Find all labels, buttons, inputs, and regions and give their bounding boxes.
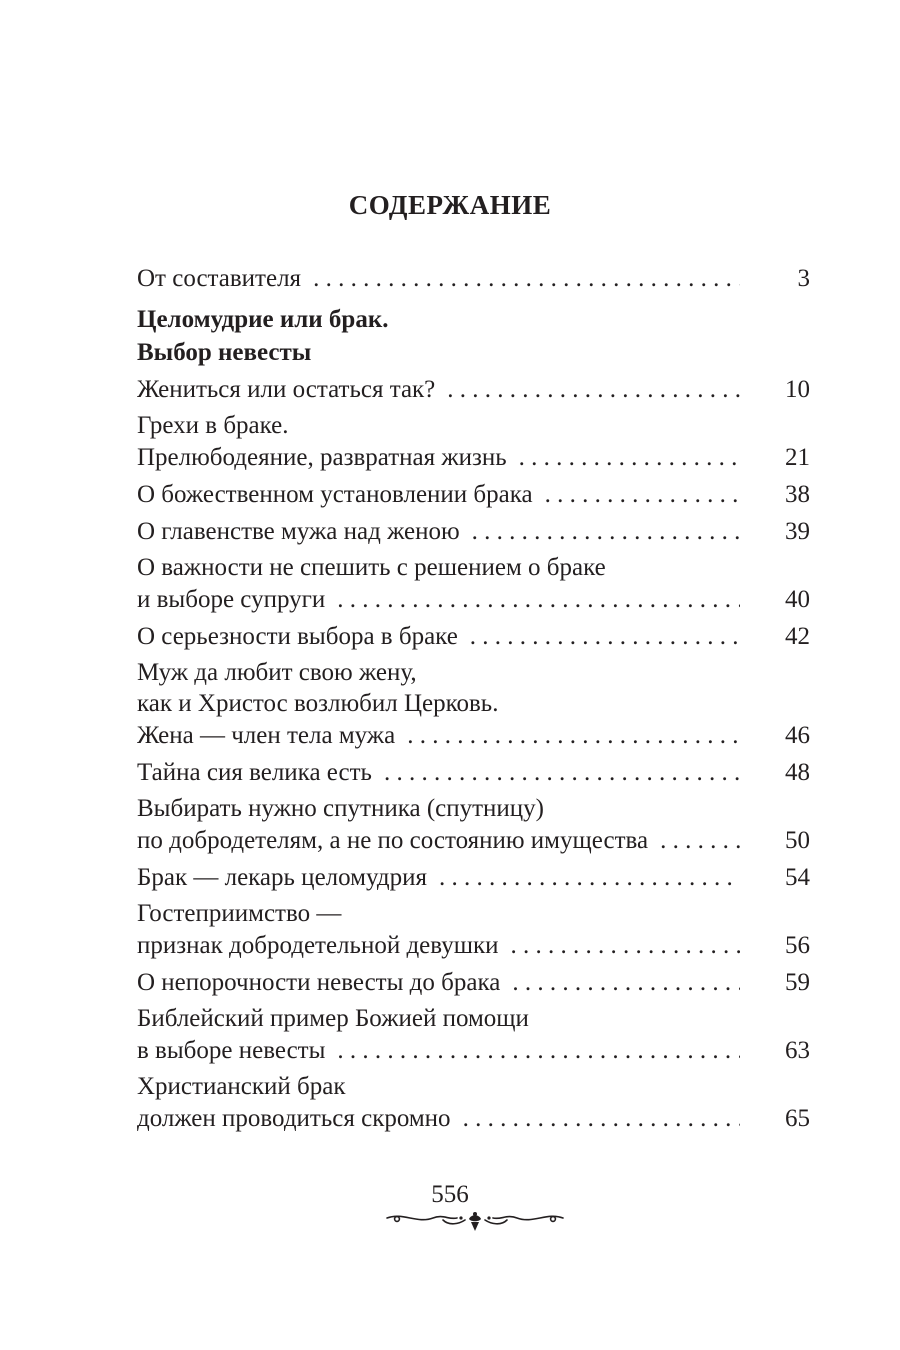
dot-leader: [463, 1102, 740, 1135]
toc-entry-title: Жениться или остаться так?: [137, 376, 436, 403]
dot-leader: [337, 583, 740, 616]
toc-page-number: 59: [785, 969, 810, 996]
toc-entry-title: признак добродетельной девушки: [137, 932, 499, 959]
section-heading-line: Выбор невесты: [137, 339, 312, 366]
dot-leader: [660, 824, 740, 857]
toc-entry[interactable]: [137, 657, 810, 752]
toc-entry[interactable]: [137, 515, 810, 548]
toc-page-number: 39: [785, 518, 810, 545]
toc-entry-title: по добродетелям, а не по состоянию имущества: [137, 827, 649, 854]
toc-entry-title: От составителя: [137, 265, 302, 292]
table-of-contents: [137, 262, 810, 1139]
toc-entry-line: Грехи в браке.: [137, 412, 289, 439]
toc-entry-title: должен проводиться скромно: [137, 1105, 451, 1132]
toc-page-number: 54: [785, 864, 810, 891]
dot-leader: [511, 929, 741, 962]
dot-leader: [407, 719, 740, 752]
toc-entry-line: Христианский брак: [137, 1073, 346, 1100]
toc-page-number: 48: [785, 759, 810, 786]
toc-entry-line: Гостеприимство —: [137, 900, 342, 927]
flourish-divider-icon: [383, 1210, 567, 1232]
toc-page-number: 42: [785, 623, 810, 650]
toc-entry-title: О непорочности невесты до брака: [137, 969, 501, 996]
toc-entry[interactable]: [137, 478, 810, 511]
toc-entry-line: как и Христос возлюбил Церковь.: [137, 690, 499, 717]
toc-entry[interactable]: [137, 373, 810, 406]
toc-page-number: 10: [785, 376, 810, 403]
section-heading-line: Целомудрие или брак.: [137, 306, 389, 333]
toc-entry-title: Жена — член тела мужа: [137, 722, 396, 749]
toc-entry[interactable]: [137, 898, 810, 962]
toc-entry[interactable]: [137, 1071, 810, 1135]
dot-leader: [512, 966, 740, 999]
toc-entry-line: Муж да любит свою жену,: [137, 659, 417, 686]
dot-leader: [470, 620, 740, 653]
page-number: 556: [431, 1181, 469, 1208]
toc-entry[interactable]: [137, 966, 810, 999]
toc-entry-title: О главенстве мужа над женою: [137, 518, 460, 545]
toc-page-number: 38: [785, 481, 810, 508]
toc-entry-line: Выбирать нужно спутника (спутницу): [137, 795, 545, 822]
toc-entry-title: Брак — лекарь целомудрия: [137, 864, 428, 891]
toc-page-number: 56: [785, 932, 810, 959]
toc-page-number: 63: [785, 1037, 810, 1064]
dot-leader: [439, 861, 740, 894]
dot-leader: [519, 441, 740, 474]
toc-section-heading: [137, 303, 810, 369]
toc-entry-line: О важности не спешить с решением о браке: [137, 554, 606, 581]
toc-entry[interactable]: [137, 410, 810, 474]
dot-leader: [384, 756, 740, 789]
toc-page-number: 65: [785, 1105, 810, 1132]
toc-page-number: 3: [797, 265, 810, 292]
dot-leader: [447, 373, 740, 406]
toc-entry-title: Прелюбодеяние, развратная жизнь: [137, 444, 507, 471]
toc-entry[interactable]: [137, 262, 810, 295]
toc-page-number: 21: [785, 444, 810, 471]
toc-entry-title: и выборе супруги: [137, 586, 326, 613]
toc-entry[interactable]: [137, 552, 810, 616]
toc-page-number: 40: [785, 586, 810, 613]
toc-page-number: 46: [785, 722, 810, 749]
toc-entry-title: О божественном установлении брака: [137, 481, 533, 508]
toc-entry[interactable]: [137, 1003, 810, 1067]
toc-entry[interactable]: [137, 756, 810, 789]
dot-leader: [472, 515, 740, 548]
toc-entry[interactable]: [137, 620, 810, 653]
toc-entry[interactable]: [137, 861, 810, 894]
dot-leader: [313, 262, 740, 295]
toc-entry-title: Тайна сия велика есть: [137, 759, 372, 786]
page-title: СОДЕРЖАНИЕ: [348, 190, 552, 220]
toc-page-number: 50: [785, 827, 810, 854]
dot-leader: [545, 478, 740, 511]
toc-entry[interactable]: [137, 793, 810, 857]
toc-entry-title: в выборе невесты: [137, 1037, 326, 1064]
toc-entry-title: О серьезности выбора в браке: [137, 623, 458, 650]
toc-entry-line: Библейский пример Божией помощи: [137, 1005, 529, 1032]
dot-leader: [337, 1034, 740, 1067]
